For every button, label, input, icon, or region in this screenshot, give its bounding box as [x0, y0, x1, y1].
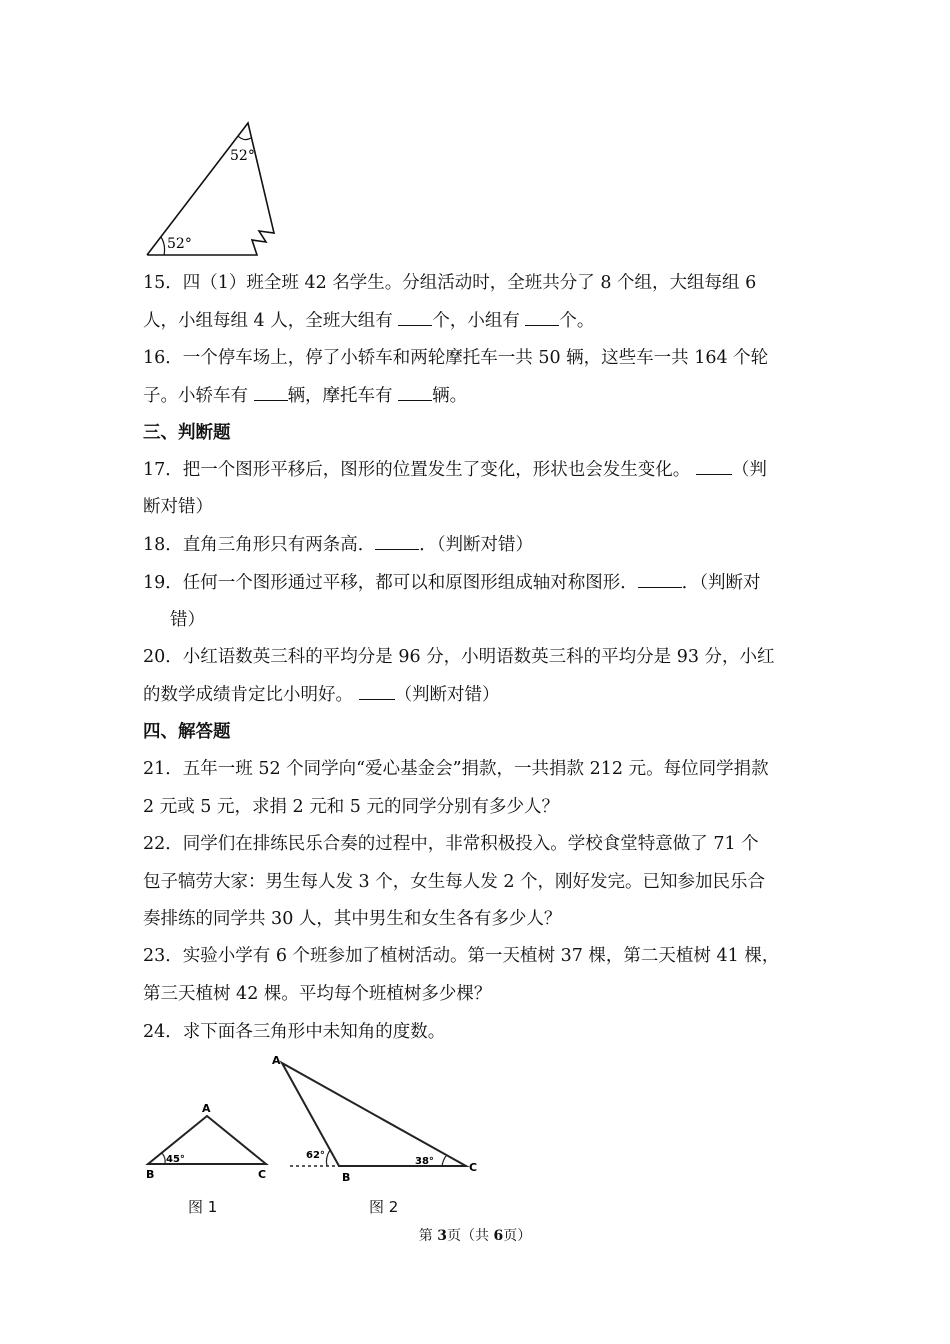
section-heading-problems: 四、解答题	[143, 722, 231, 742]
footer-mid: 页（共	[447, 1228, 494, 1244]
q15-blank-small-groups[interactable]	[525, 309, 559, 326]
q19-line1	[143, 571, 761, 595]
q18-text-a: 18．直角三角形只有两条高．	[143, 535, 376, 555]
q22-line1: 22．同学们在排练民乐合奏的过程中，非常积极投入。学校食堂特意做了 71 个	[143, 834, 759, 854]
triangle-figure-2	[270, 1050, 490, 1185]
q21-line1: 21．五年一班 52 个同学向“爱心基金会”捐款，一共捐款 212 元。每位同学捐款	[143, 759, 769, 779]
q16-text-b: 辆，摩托车有	[287, 386, 399, 406]
triangle-1-label-b: B	[146, 1168, 155, 1181]
triangle-1-angle-b-label: 45°	[166, 1154, 185, 1165]
q16-text-c: 辆。	[432, 386, 468, 406]
triangle-2-label-a: A	[272, 1054, 281, 1067]
triangle-1-label-c: C	[258, 1168, 267, 1181]
q20-text-b: （判断对错）	[394, 685, 500, 705]
q18-blank[interactable]	[375, 533, 419, 550]
q17-text-b: （判	[731, 460, 767, 480]
q20-blank[interactable]	[359, 683, 395, 700]
footer-prefix: 第	[418, 1228, 438, 1244]
q15-line2	[143, 309, 594, 333]
q16-text-a: 子。小轿车有	[143, 386, 254, 406]
top-triangle-angle-top-label: 52°	[230, 148, 255, 164]
section-heading-judgement: 三、判断题	[143, 423, 231, 443]
q20-line1: 20．小红语数英三科的平均分是 96 分，小明语数英三科的平均分是 93 分，小红	[143, 647, 775, 667]
top-triangle-angle-arc-left	[161, 237, 165, 255]
q16-blank-motorcycles[interactable]	[398, 384, 432, 401]
triangle-2-angle-b-label: 62°	[306, 1150, 325, 1161]
top-triangle-angle-left-label: 52°	[167, 236, 192, 252]
triangle-2-caption: 图 2	[369, 1198, 399, 1216]
q21-line2: 2 元或 5 元，求捐 2 元和 5 元的同学分别有多少人？	[143, 797, 559, 817]
q19-line2: 错）	[170, 610, 205, 630]
page-footer	[0, 1227, 950, 1245]
q16-blank-cars[interactable]	[254, 384, 288, 401]
q24-line1: 24．求下面各三角形中未知角的度数。	[143, 1022, 446, 1042]
triangle-1-label-a: A	[202, 1102, 211, 1115]
q18-line	[143, 533, 533, 557]
top-triangle-figure	[140, 118, 285, 263]
q19-text-b: ．（判断对	[681, 573, 761, 593]
top-triangle-angle-arc-top	[238, 136, 251, 140]
footer-suffix: 页）	[503, 1228, 532, 1244]
footer-total-pages: 6	[493, 1228, 504, 1244]
q17-text-a: 17．把一个图形平移后，图形的位置发生了变化，形状也会发生变化。	[143, 460, 696, 480]
footer-page-number: 3	[437, 1228, 447, 1244]
q15-text-a: 人，小组每组 4 人，全班大组有	[143, 311, 399, 331]
q23-line2: 第三天植树 42 棵。平均每个班植树多少棵？	[143, 984, 492, 1004]
triangle-1-caption: 图 1	[188, 1198, 218, 1216]
q16-line2	[143, 384, 467, 408]
q20-text-a: 的数学成绩肯定比小明好。	[143, 685, 359, 705]
triangle-2-angle-c-label: 38°	[415, 1156, 434, 1167]
q15-blank-big-groups[interactable]	[398, 309, 432, 326]
q17-line2: 断对错）	[143, 497, 213, 517]
q16-line1: 16．一个停车场上，停了小轿车和两轮摩托车一共 50 辆，这些车一共 164 个轮	[143, 348, 769, 368]
q19-blank[interactable]	[638, 571, 682, 588]
q23-line1: 23．实验小学有 6 个班参加了植树活动。第一天植树 37 棵，第二天植树 41 棵，	[143, 946, 780, 966]
q22-line3: 奏排练的同学共 30 人，其中男生和女生各有多少人？	[143, 909, 562, 929]
triangle-2-angle-arc-c	[442, 1156, 446, 1166]
q19-text-a: 19．任何一个图形通过平移，都可以和原图形组成轴对称图形．	[143, 573, 638, 593]
q17-line1	[143, 458, 767, 482]
triangle-1-angle-arc-b	[162, 1153, 165, 1164]
q18-text-b: ．（判断对错）	[419, 535, 534, 555]
q17-blank[interactable]	[696, 458, 732, 475]
q22-line2: 包子犒劳大家：男生每人发 3 个，女生每人发 2 个，刚好发完。已知参加民乐合	[143, 872, 766, 892]
q15-line1: 15．四（1）班全班 42 名学生。分组活动时，全班共分了 8 个组，大组每组 6	[143, 273, 757, 293]
triangle-2-angle-arc-b	[326, 1150, 330, 1166]
triangle-2-label-b: B	[342, 1171, 351, 1184]
q15-text-b: 个，小组有	[432, 311, 526, 331]
q15-text-c: 个。	[559, 311, 595, 331]
triangle-2-label-c: C	[469, 1161, 478, 1174]
triangle-figure-1	[140, 1098, 280, 1188]
q20-line2	[143, 683, 500, 707]
